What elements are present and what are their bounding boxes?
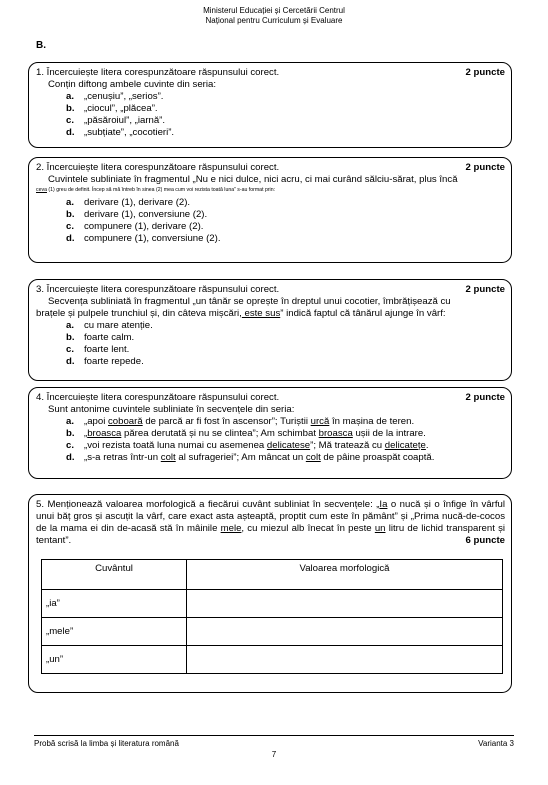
- question-4-option-b[interactable]: b. „broasca părea derutată și nu se clintea”; Am schimbat broasca ușii de la intrare.: [66, 428, 426, 439]
- footer-exam-title: Probă scrisă la limba și literatura română: [34, 739, 179, 748]
- answer-cell[interactable]: [187, 590, 503, 618]
- question-1-prompt: Conțin diftong ambele cuvinte din seria:: [48, 79, 216, 90]
- table-row: [42, 590, 503, 618]
- question-4-option-a[interactable]: a. „apoi coboară de parcă ar fi fost în ascensor”; Turiștii urcă în mașina de teren.: [66, 416, 415, 427]
- question-3-box: [28, 279, 512, 381]
- question-2-title: 2. Încercuiește litera corespunzătoare răspunsului corect.: [36, 162, 280, 173]
- question-1-option-a[interactable]: a. „cenușiu”, „serios”.: [66, 91, 164, 102]
- question-4-option-c[interactable]: c. „voi rezista toată luna numai cu asemenea delicatese”; Mă tratează cu delicatețe.: [66, 440, 429, 451]
- header-line-2: Național pentru Curriculum și Evaluare: [205, 16, 343, 25]
- section-label: B.: [36, 40, 46, 51]
- table-row: [42, 646, 503, 674]
- column-header-value: Valoarea morfologică: [187, 560, 503, 590]
- question-4-box: [28, 387, 512, 479]
- header-line-1: Ministerul Educației și Cercetării Centrul: [203, 6, 345, 15]
- word-cell: „un”: [42, 646, 187, 674]
- question-4-points: 2 puncte: [465, 392, 505, 403]
- question-2-option-a[interactable]: a. derivare (1), derivare (2).: [66, 197, 191, 208]
- question-2-prompt: Cuvintele subliniate în fragmentul „Nu e nici dulce, nici acru, ci mai curând sălciu-sărat, plus încă: [48, 174, 458, 185]
- question-2-prompt-cont: ceva (1) greu de definit. Încep să mă întreb în sinea (2) mea cum voi rezista toată luna” s-au format prin:: [36, 187, 276, 193]
- question-3-option-d[interactable]: d. foarte repede.: [66, 356, 144, 367]
- footer-variant: Varianta 3: [478, 739, 514, 748]
- question-1-title: 1. Încercuiește litera corespunzătoare răspunsului corect.: [36, 67, 280, 78]
- word-cell: „mele”: [42, 618, 187, 646]
- question-1-box: [28, 62, 512, 148]
- question-3-points: 2 puncte: [465, 284, 505, 295]
- question-2-points: 2 puncte: [465, 162, 505, 173]
- question-3-option-a[interactable]: a. cu mare atenție.: [66, 320, 153, 331]
- question-2-option-b[interactable]: b. derivare (1), conversiune (2).: [66, 209, 208, 220]
- word-cell: „ia”: [42, 590, 187, 618]
- question-2-box: [28, 157, 512, 263]
- answer-cell[interactable]: [187, 618, 503, 646]
- column-header-word: Cuvântul: [42, 560, 187, 590]
- question-1-option-c[interactable]: c. „păsăroiul”, „iarnă”.: [66, 115, 166, 126]
- question-1-option-d[interactable]: d. „subțiate”, „cocotieri”.: [66, 127, 175, 138]
- page-number: 7: [271, 750, 277, 759]
- answer-cell[interactable]: [187, 646, 503, 674]
- question-5-prompt: 5. Menționează valoarea morfologică a fiecărui cuvânt subliniat în secvențele: „Ia o nucă și o înfige în vârful unui băț gros și ascuțit la vârf, care exact asta așteaptă, proptit cum este în pământ” și „Prima nucă-de-cocos de la mama ei din de-acasă stă în mâinile mele, cu miezul alb înecat în peste un litru de lichid transparent și tentant”.: [36, 499, 506, 546]
- question-5-points: 6 puncte: [465, 535, 505, 546]
- question-1-option-b[interactable]: b. „ciocul”, „plăcea”.: [66, 103, 158, 114]
- question-4-title: 4. Încercuiește litera corespunzătoare răspunsului corect.: [36, 392, 280, 403]
- question-3-option-b[interactable]: b. foarte calm.: [66, 332, 135, 343]
- question-3-title: 3. Încercuiește litera corespunzătoare răspunsului corect.: [36, 284, 280, 295]
- question-2-option-c[interactable]: c. compunere (1), derivare (2).: [66, 221, 204, 232]
- question-3-option-c[interactable]: c. foarte lent.: [66, 344, 130, 355]
- question-1-points: 2 puncte: [465, 67, 505, 78]
- underlined-sequence: este sus: [241, 308, 281, 319]
- question-3-prompt: Secvența subliniată în fragmentul „un tânăr se oprește în dreptul unui cocotier, îmbrățișează cu: [48, 296, 451, 307]
- question-2-option-d[interactable]: d. compunere (1), conversiune (2).: [66, 233, 221, 244]
- page-header: [0, 6, 548, 26]
- question-3-prompt-cont: brațele și pulpele trunchiul și, din câteva mișcări, este sus” indică faptul că tânărul ajunge în vârf:: [36, 308, 446, 319]
- answer-table: [41, 559, 503, 674]
- question-4-prompt: Sunt antonime cuvintele subliniate în secvențele din seria:: [48, 404, 295, 415]
- question-4-option-d[interactable]: d. „s-a retras într-un colt al sufrageriei”; Am mâncat un colt de pâine proaspăt coaptă.: [66, 452, 435, 463]
- table-row: [42, 618, 503, 646]
- page-footer: [34, 735, 514, 748]
